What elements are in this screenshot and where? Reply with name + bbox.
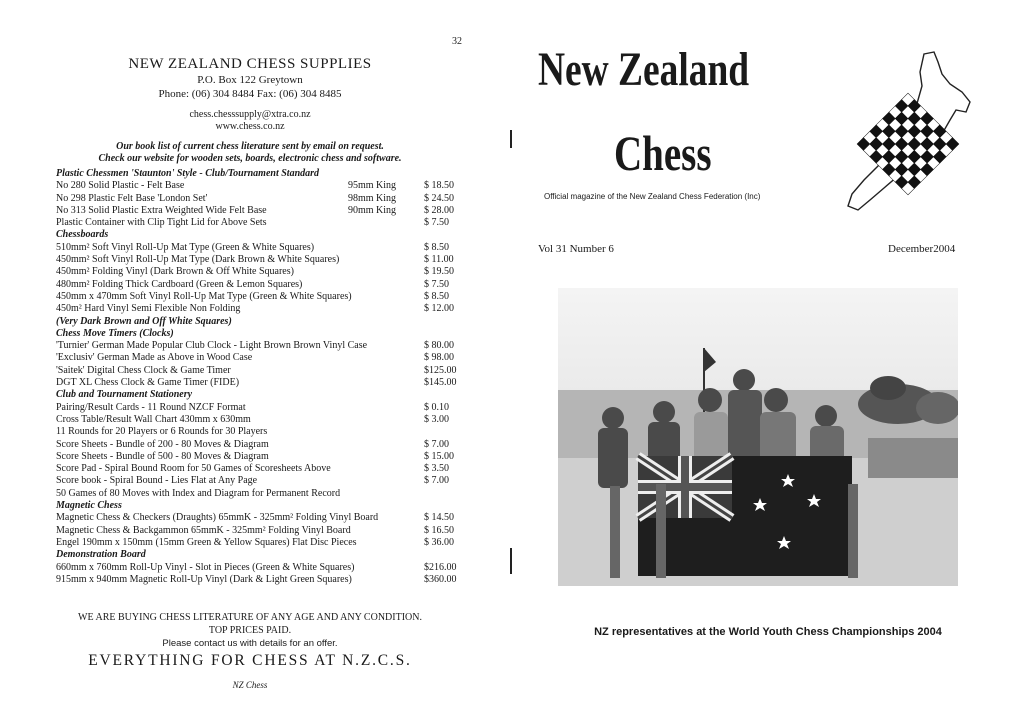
supplier-phone: Phone: (06) 304 8484 Fax: (06) 304 8485	[158, 88, 342, 100]
item-price: $ 14.50	[424, 512, 454, 524]
item-description: 510mm² Soft Vinyl Roll-Up Mat Type (Green & White Squares)	[56, 241, 315, 253]
item-description: Magnetic Chess & Checkers (Draughts) 65mmK - 325mm² Folding Vinyl Board	[56, 512, 379, 524]
catalog-item	[56, 512, 476, 524]
item-price: $ 3.00	[424, 413, 449, 425]
catalog-item	[56, 316, 476, 328]
item-description: 480mm² Folding Thick Cardboard (Green & Lemon Squares)	[56, 278, 303, 290]
cover-photo	[558, 288, 958, 586]
item-description: No 280 Solid Plastic - Felt Base	[56, 180, 185, 192]
item-description: 50 Games of 80 Moves with Index and Diagram for Permanent Record	[56, 487, 341, 499]
item-price: $ 19.50	[424, 266, 454, 278]
item-description: Engel 190mm x 150mm (15mm Green & Yellow Squares) Flat Disc Pieces	[56, 536, 357, 548]
price-catalog	[56, 168, 476, 586]
supplier-email: chess.chesssupply@xtra.co.nz	[189, 109, 311, 120]
photo-caption: NZ representatives at the World Youth Chess Championships 2004	[594, 626, 942, 638]
catalog-item	[56, 574, 476, 586]
top-prices-notice: TOP PRICES PAID.	[208, 625, 292, 636]
buying-notice: WE ARE BUYING CHESS LITERATURE OF ANY AGE AND ANY CONDITION.	[78, 612, 422, 623]
item-price: $ 3.50	[424, 463, 449, 475]
section-heading-text: Plastic Chessmen 'Staunton' Style - Club/Tournament Standard	[56, 168, 320, 179]
item-description: Score Sheets - Bundle of 500 - 80 Moves & Diagram	[56, 450, 269, 462]
catalog-item	[56, 340, 476, 352]
issue-date: December2004	[888, 243, 956, 255]
item-price: $ 8.50	[424, 241, 449, 253]
item-price: $ 24.50	[424, 192, 454, 204]
catalog-item	[56, 352, 476, 364]
catalog-item	[56, 266, 476, 278]
item-price: $ 16.50	[424, 524, 454, 536]
item-description: 660mm x 760mm Roll-Up Vinyl - Slot in Pieces (Green & White Squares)	[56, 561, 355, 573]
everything-slogan: EVERYTHING FOR CHESS AT N.Z.C.S.	[88, 652, 412, 669]
catalog-item	[56, 488, 476, 500]
catalog-item	[56, 402, 476, 414]
catalog-section-heading	[56, 168, 476, 180]
section-heading-text: Demonstration Board	[56, 549, 146, 561]
item-price: $145.00	[424, 377, 457, 389]
item-price: $ 7.50	[424, 278, 449, 290]
catalog-item	[56, 463, 476, 475]
item-price: $ 18.50	[424, 180, 454, 192]
nz-map-chessboard-logo	[838, 48, 978, 216]
catalog-item	[56, 377, 476, 389]
catalog-item	[56, 205, 476, 217]
catalog-item	[56, 242, 476, 254]
catalog-item	[56, 180, 476, 192]
section-heading-text: Magnetic Chess	[56, 500, 122, 512]
website-note: Check our website for wooden sets, boards, electronic chess and software.	[98, 153, 402, 164]
catalog-section-heading	[56, 549, 476, 561]
catalog-item	[56, 254, 476, 266]
catalog-item	[56, 439, 476, 451]
official-magazine-line: Official magazine of the New Zealand Chess Federation (Inc)	[544, 192, 761, 201]
catalog-section-heading	[56, 389, 476, 401]
item-price: $ 7.50	[424, 217, 449, 229]
catalog-item	[56, 193, 476, 205]
catalog-item	[56, 562, 476, 574]
item-description: 450mm² Soft Vinyl Roll-Up Mat Type (Dark Brown & White Squares)	[56, 254, 340, 266]
item-price: $125.00	[424, 364, 457, 376]
gutter-mark	[510, 548, 512, 574]
item-size: 90mm King	[348, 204, 397, 216]
catalog-section-heading	[56, 500, 476, 512]
item-description: 'Exclusiv' German Made as Above in Wood Case	[56, 352, 253, 364]
catalog-item	[56, 537, 476, 549]
item-price: $ 0.10	[424, 401, 449, 413]
page-footer: NZ Chess	[232, 680, 268, 690]
item-description: Score Sheets - Bundle of 200 - 80 Moves & Diagram	[56, 438, 269, 450]
item-price: $360.00	[424, 573, 457, 585]
item-price: $ 8.50	[424, 290, 449, 302]
catalog-item	[56, 475, 476, 487]
item-description: No 313 Solid Plastic Extra Weighted Wide Felt Base	[56, 204, 267, 216]
gutter-mark	[510, 130, 512, 148]
section-heading-text: Chessboards	[56, 229, 109, 241]
item-description: 'Saitek' Digital Chess Clock & Game Timer	[56, 364, 231, 376]
item-price: $ 12.00	[424, 303, 454, 315]
item-description: Score Pad - Spiral Bound Room for 50 Games of Scoresheets Above	[56, 463, 331, 475]
page-number: 32	[452, 36, 462, 47]
item-description: Cross Table/Result Wall Chart 430mm x 630mm	[56, 413, 251, 425]
section-heading-text: Club and Tournament Stationery	[56, 389, 193, 401]
catalog-item	[56, 291, 476, 303]
catalog-item	[56, 365, 476, 377]
supplier-title: NEW ZEALAND CHESS SUPPLIES	[128, 56, 372, 72]
item-size: 95mm King	[348, 180, 397, 192]
masthead-line-2: Chess	[614, 125, 712, 181]
item-description: 915mm x 940mm Magnetic Roll-Up Vinyl (Dark & Light Green Squares)	[56, 573, 352, 585]
item-size: 98mm King	[348, 192, 397, 204]
catalog-item	[56, 414, 476, 426]
item-description: (Very Dark Brown and Off White Squares)	[56, 315, 232, 327]
item-description: No 298 Plastic Felt Base 'London Set'	[56, 192, 208, 204]
catalog-item	[56, 279, 476, 291]
item-description: Score book - Spiral Bound - Lies Flat at Any Page	[56, 475, 258, 487]
item-description: Magnetic Chess & Backgammon 65mmK - 325mm² Folding Vinyl Board	[56, 524, 351, 536]
item-price: $ 98.00	[424, 352, 454, 364]
masthead-line-1: New Zealand	[538, 43, 750, 96]
item-price: $ 7.00	[424, 438, 449, 450]
catalog-section-heading	[56, 328, 476, 340]
item-description: DGT XL Chess Clock & Game Timer (FIDE)	[56, 377, 240, 389]
item-description: 11 Rounds for 20 Players or 6 Rounds for 30 Players	[56, 426, 268, 438]
item-description: 'Turnier' German Made Popular Club Clock - Light Brown Brown Vinyl Case	[56, 340, 368, 352]
item-price: $216.00	[424, 561, 457, 573]
item-description: Pairing/Result Cards - 11 Round NZCF Format	[56, 401, 246, 413]
catalog-item	[56, 451, 476, 463]
volume-number: Vol 31 Number 6	[538, 243, 614, 255]
item-description: Plastic Container with Clip Tight Lid for Above Sets	[56, 217, 267, 229]
catalog-item	[56, 217, 476, 229]
item-price: $ 11.00	[424, 254, 454, 266]
booklist-note: Our book list of current chess literature sent by email on request.	[116, 141, 384, 152]
item-price: $ 36.00	[424, 536, 454, 548]
catalog-item	[56, 426, 476, 438]
item-description: 450mm² Folding Vinyl (Dark Brown & Off White Squares)	[56, 266, 294, 278]
catalog-section-heading	[56, 229, 476, 241]
supplier-website: www.chess.co.nz	[215, 121, 285, 132]
item-description: 450m² Hard Vinyl Semi Flexible Non Folding	[56, 303, 241, 315]
item-price: $ 7.00	[424, 475, 449, 487]
contact-notice: Please contact us with details for an offer.	[162, 638, 338, 649]
catalog-item	[56, 525, 476, 537]
item-price: $ 15.00	[424, 450, 454, 462]
section-heading-text: Chess Move Timers (Clocks)	[56, 327, 174, 339]
item-price: $ 28.00	[424, 204, 454, 216]
catalog-item	[56, 303, 476, 315]
item-price: $ 80.00	[424, 340, 454, 352]
item-description: 450mm x 470mm Soft Vinyl Roll-Up Mat Type (Green & White Squares)	[56, 290, 352, 302]
supplier-address: P.O. Box 122 Greytown	[197, 74, 303, 86]
